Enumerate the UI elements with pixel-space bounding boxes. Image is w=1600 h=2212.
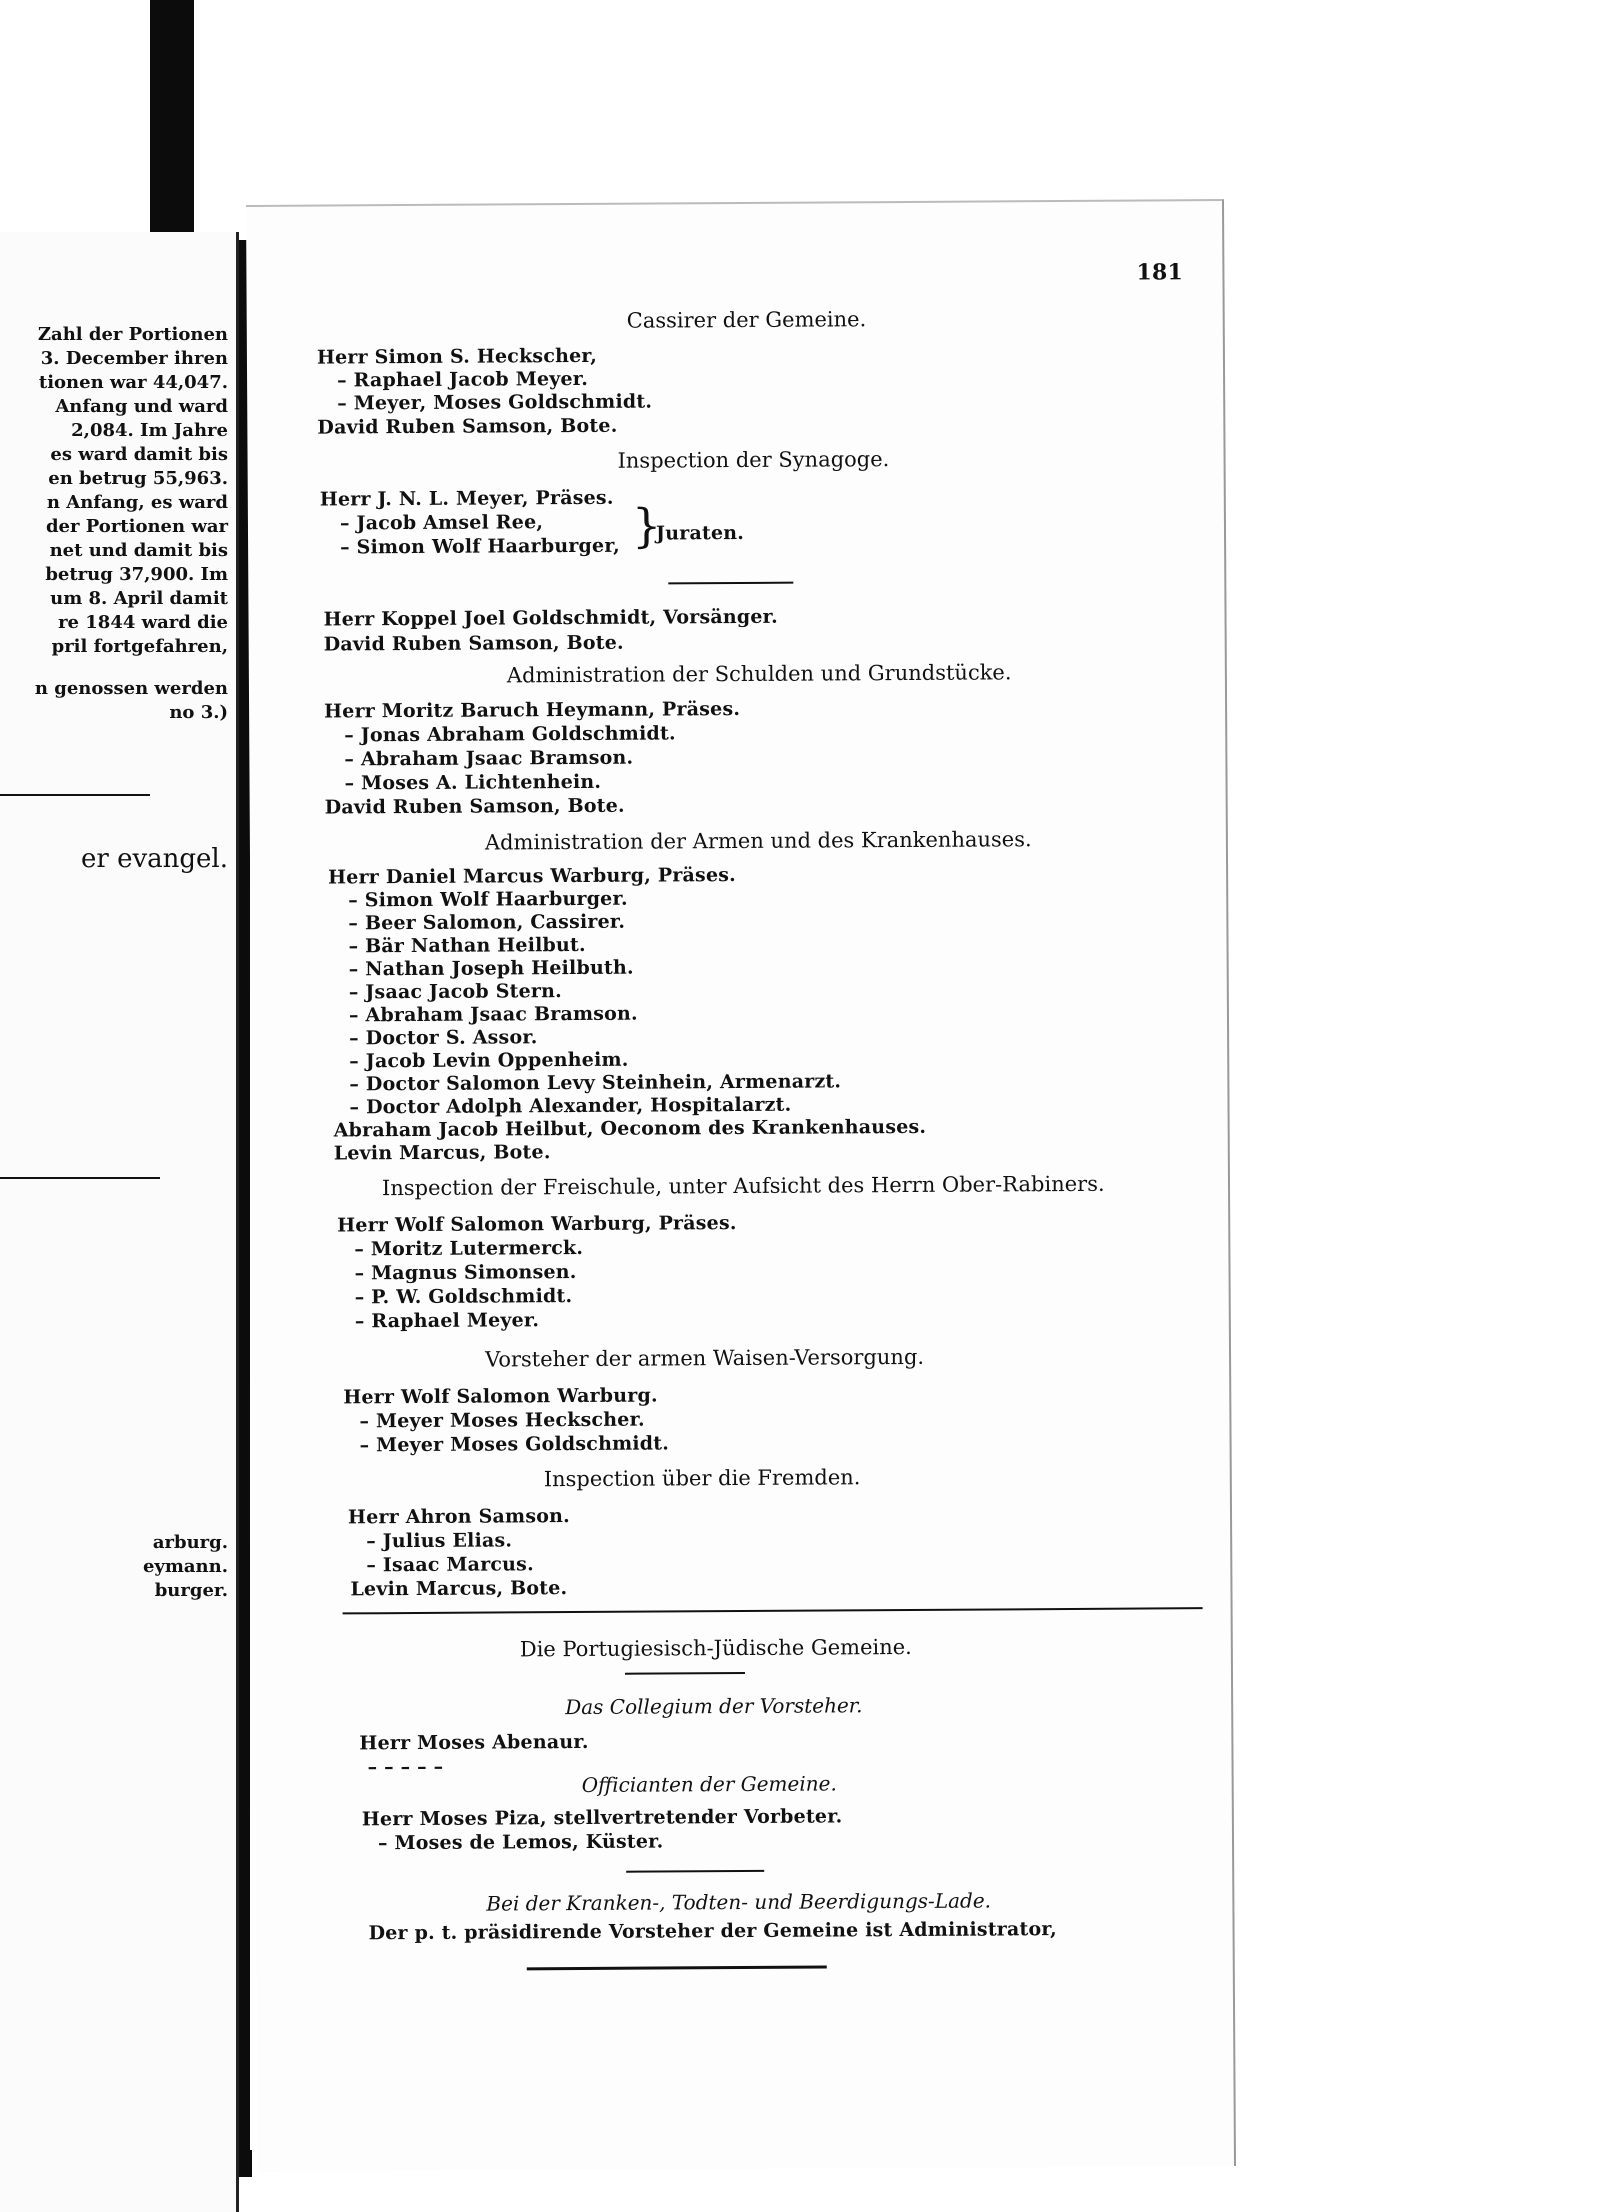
left-text-line: pril fortgefahren,	[51, 636, 228, 657]
entry-line: David Ruben Samson, Bote.	[317, 414, 618, 439]
section-divider	[343, 1607, 1203, 1614]
left-text-line: no 3.)	[169, 702, 228, 723]
entry-line: – Doctor Salomon Levy Steinhein, Armenarzt.	[349, 1070, 842, 1096]
entry-line: Herr J. N. L. Meyer, Präses.	[319, 486, 614, 511]
entry-line: – Moritz Lutermerck.	[354, 1236, 584, 1261]
section-heading-armen: Administration der Armen und des Krankenhauses.	[484, 827, 1032, 855]
entry-line: David Ruben Samson, Bote.	[323, 631, 624, 656]
left-text-line: net und damit bis	[49, 540, 228, 561]
entry-line: – Isaac Marcus.	[366, 1553, 534, 1577]
entry-line: – Doctor S. Assor.	[349, 1026, 538, 1050]
entry-line: Herr Koppel Joel Goldschmidt, Vorsänger.	[323, 605, 778, 631]
entry-line: – Meyer Moses Heckscher.	[359, 1408, 645, 1433]
left-text-line: en betrug 55,963.	[48, 468, 228, 489]
right-page	[246, 199, 1236, 2172]
section-heading-waisen: Vorsteher der armen Waisen-Versorgung.	[484, 1344, 925, 1372]
entry-line: – Magnus Simonsen.	[354, 1261, 577, 1285]
left-page	[0, 232, 239, 2212]
entry-line: – P. W. Goldschmidt.	[354, 1285, 573, 1309]
scan-border-top	[150, 0, 194, 240]
entry-line: – Beer Salomon, Cassirer.	[348, 910, 626, 935]
left-text-line: burger.	[154, 1580, 228, 1601]
entry-line: – Jonas Abraham Goldschmidt.	[344, 722, 676, 747]
entry-line: Levin Marcus, Bote.	[350, 1577, 568, 1601]
left-text-line: re 1844 ward die	[58, 612, 228, 633]
entry-line: – Meyer, Moses Goldschmidt.	[337, 390, 653, 415]
left-text-line: es ward damit bis	[50, 444, 228, 465]
left-heading: er evangel.	[80, 844, 228, 874]
entry-line: – Nathan Joseph Heilbuth.	[348, 956, 634, 981]
section-heading-synagoge: Inspection der Synagoge.	[617, 447, 890, 473]
entry-line: David Ruben Samson, Bote.	[324, 794, 625, 819]
left-text-line: 2,084. Im Jahre	[71, 420, 228, 441]
brace-icon: }	[631, 498, 662, 553]
section-divider	[668, 582, 793, 585]
left-text-line: arburg.	[152, 1532, 228, 1553]
section-heading-schulden: Administration der Schulden und Grundstücke.	[506, 660, 1012, 688]
entry-line: – Jsaac Jacob Stern.	[348, 980, 562, 1004]
juraten-label: Juraten.	[655, 521, 745, 545]
section-divider	[527, 1965, 827, 1970]
left-divider	[0, 1177, 160, 1179]
entry-line: – – – – –	[367, 1755, 444, 1779]
left-text-line: 3. December ihren	[40, 348, 228, 369]
subheading-officianten: Officianten der Gemeine.	[581, 1771, 837, 1797]
section-heading-freischule: Inspection der Freischule, unter Aufsicht des Herrn Ober-Rabiners.	[381, 1171, 1105, 1201]
entry-line: – Julius Elias.	[366, 1529, 513, 1553]
entry-line: – Jacob Amsel Ree,	[339, 511, 544, 535]
left-text-line: betrug 37,900. Im	[45, 564, 228, 585]
left-text-line: tionen war 44,047.	[38, 372, 228, 393]
page-number: 181	[1136, 259, 1184, 286]
entry-line: Herr Moses Abenaur.	[359, 1730, 589, 1755]
entry-line: – Moses A. Lichtenhein.	[344, 770, 602, 795]
entry-line: – Simon Wolf Haarburger,	[340, 534, 620, 559]
entry-line: – Doctor Adolph Alexander, Hospitalarzt.	[349, 1093, 792, 1119]
entry-line: – Bär Nathan Heilbut.	[348, 933, 586, 958]
subheading-lade: Bei der Kranken-, Todten- und Beerdigungs-Lade.	[486, 1888, 992, 1916]
entry-line: Levin Marcus, Bote.	[333, 1141, 551, 1165]
entry-line: Der p. t. präsidirende Vorsteher der Gemeine ist Administrator,	[368, 1918, 1058, 1945]
section-divider	[625, 1672, 745, 1675]
entry-line: – Abraham Jsaac Bramson.	[344, 746, 634, 771]
entry-line: – Abraham Jsaac Bramson.	[348, 1002, 638, 1027]
left-divider	[0, 794, 150, 796]
section-heading-cassirer: Cassirer der Gemeine.	[626, 307, 867, 333]
left-text-line: eymann.	[142, 1556, 228, 1577]
entry-line: – Jacob Levin Oppenheim.	[349, 1048, 629, 1073]
left-text-line: um 8. April damit	[50, 588, 228, 609]
left-text-line: n Anfang, es ward	[46, 492, 228, 513]
entry-line: Abraham Jacob Heilbut, Oeconom des Krankenhauses.	[333, 1115, 927, 1142]
entry-line: Herr Wolf Salomon Warburg, Präses.	[337, 1212, 737, 1237]
entry-line: Herr Moses Piza, stellvertretender Vorbeter.	[361, 1805, 843, 1831]
entry-line: – Simon Wolf Haarburger.	[348, 887, 628, 912]
left-text-line: n genossen werden	[34, 678, 228, 699]
left-text-line: Zahl der Portionen	[37, 324, 228, 345]
entry-line: – Moses de Lemos, Küster.	[377, 1830, 664, 1855]
entry-line: Herr Ahron Samson.	[347, 1505, 570, 1529]
entry-line: Herr Simon S. Heckscher,	[316, 344, 598, 369]
entry-line: Herr Moritz Baruch Heymann, Präses.	[324, 697, 741, 723]
section-heading-fremden: Inspection über die Fremden.	[543, 1465, 861, 1492]
section-heading-portugiesisch: Die Portugiesisch-Jüdische Gemeine.	[519, 1634, 912, 1662]
left-text-line: Anfang und ward	[55, 396, 228, 417]
left-text-line: der Portionen war	[45, 516, 228, 537]
entry-line: – Raphael Jacob Meyer.	[337, 367, 589, 392]
section-divider	[626, 1870, 764, 1873]
entry-line: – Raphael Meyer.	[354, 1309, 540, 1333]
entry-line: – Meyer Moses Goldschmidt.	[359, 1432, 670, 1457]
entry-line: Herr Daniel Marcus Warburg, Präses.	[328, 864, 736, 889]
entry-line: Herr Wolf Salomon Warburg.	[343, 1384, 658, 1409]
subheading-collegium: Das Collegium der Vorsteher.	[565, 1693, 863, 1720]
